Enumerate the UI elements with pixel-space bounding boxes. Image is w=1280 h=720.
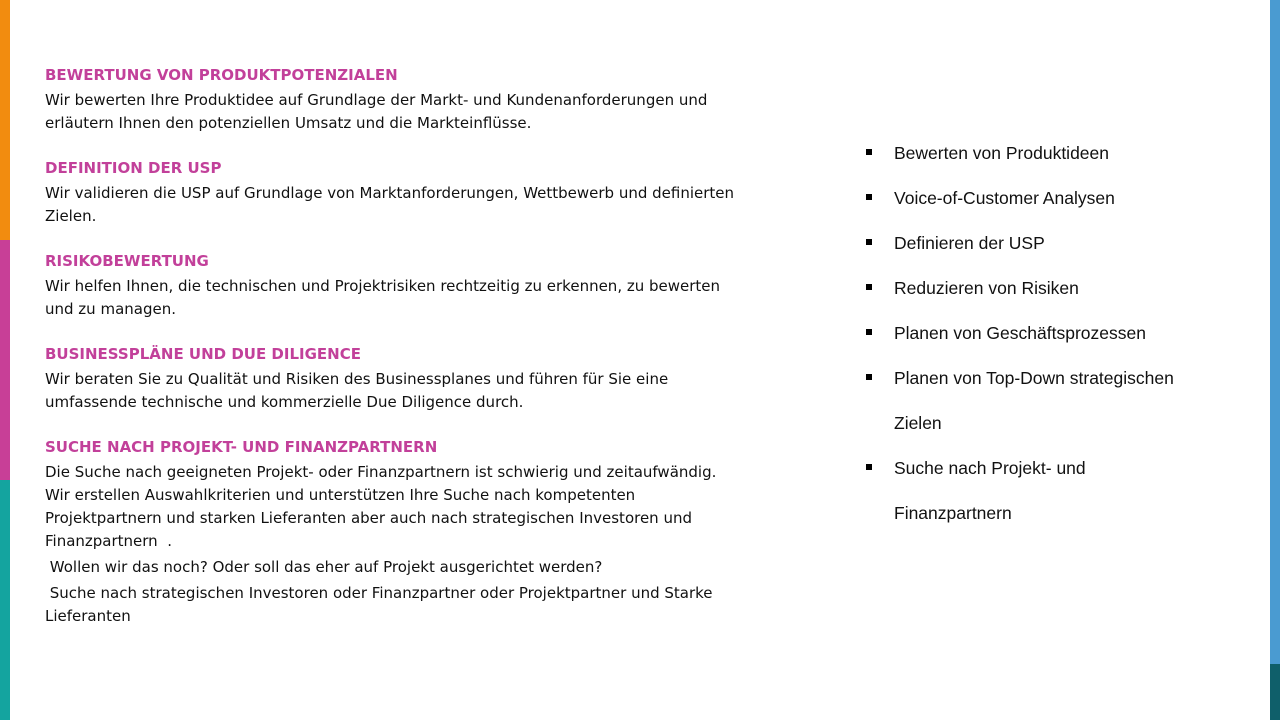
body-line: Wir bewerten Ihre Produktidee auf Grundlage der Markt- und Kundenanforderungen und bbox=[45, 91, 708, 109]
section-heading: SUCHE NACH PROJEKT- UND FINANZPARTNERN bbox=[45, 438, 438, 456]
body-line: Projektpartnern und starken Lieferanten aber auch nach strategischen Investoren und bbox=[45, 509, 692, 527]
bullet-item bbox=[862, 356, 1232, 446]
right-accent-bar-blue bbox=[1270, 0, 1280, 664]
note-line: Wollen wir das noch? Oder soll das eher auf Projekt ausgerichtet werden? bbox=[45, 558, 603, 576]
body-line: umfassende technische und kommerzielle Due Diligence durch. bbox=[45, 393, 524, 411]
body-line: erläutern Ihnen den potenziellen Umsatz und die Markteinflüsse. bbox=[45, 114, 532, 132]
bullet-item bbox=[862, 446, 1232, 536]
section-body bbox=[45, 89, 775, 135]
bullet-text: Definieren der USP bbox=[894, 233, 1045, 253]
square-bullet-icon bbox=[866, 284, 872, 290]
body-line: Wir beraten Sie zu Qualität und Risiken des Businessplanes und führen für Sie eine bbox=[45, 370, 669, 388]
service-section bbox=[45, 157, 775, 228]
body-line: Zielen. bbox=[45, 207, 97, 225]
bullet-text: Voice-of-Customer Analysen bbox=[894, 188, 1115, 208]
bullet-item bbox=[862, 176, 1232, 221]
section-body bbox=[45, 182, 775, 228]
bullet-text: Zielen bbox=[894, 413, 942, 433]
body-line: Wir validieren die USP auf Grundlage von Marktanforderungen, Wettbewerb und definierten bbox=[45, 184, 735, 202]
square-bullet-icon bbox=[866, 374, 872, 380]
bullet-text: Planen von Top-Down strategischen bbox=[894, 368, 1174, 388]
note-line: Lieferanten bbox=[45, 607, 131, 625]
body-line: Wir erstellen Auswahlkriterien und unterstützen Ihre Suche nach kompetenten bbox=[45, 486, 636, 504]
bullet-item bbox=[862, 221, 1232, 266]
left-accent-bar-magenta bbox=[0, 240, 10, 480]
left-accent-bar-orange bbox=[0, 0, 10, 240]
bullet-text: Suche nach Projekt- und bbox=[894, 458, 1086, 478]
bullet-item bbox=[862, 266, 1232, 311]
service-section bbox=[45, 64, 775, 135]
bullet-text: Planen von Geschäftsprozessen bbox=[894, 323, 1146, 343]
square-bullet-icon bbox=[866, 194, 872, 200]
square-bullet-icon bbox=[866, 329, 872, 335]
body-line: Finanzpartnern . bbox=[45, 532, 172, 550]
section-body bbox=[45, 461, 775, 553]
section-heading: RISIKOBEWERTUNG bbox=[45, 252, 209, 270]
body-line: Die Suche nach geeigneten Projekt- oder Finanzpartnern ist schwierig und zeitaufwändig. bbox=[45, 463, 717, 481]
service-section bbox=[45, 436, 775, 628]
square-bullet-icon bbox=[866, 464, 872, 470]
note-line: Suche nach strategischen Investoren oder Finanzpartner oder Projektpartner und Starke bbox=[45, 584, 713, 602]
bullet-text: Finanzpartnern bbox=[894, 503, 1012, 523]
body-line: und zu managen. bbox=[45, 300, 176, 318]
bullet-item bbox=[862, 131, 1232, 176]
service-section bbox=[45, 250, 775, 321]
body-line: Wir helfen Ihnen, die technischen und Projektrisiken rechtzeitig zu erkennen, zu bewerten bbox=[45, 277, 721, 295]
service-section bbox=[45, 343, 775, 414]
right-accent-bar-dark-teal bbox=[1270, 664, 1280, 720]
section-heading: DEFINITION DER USP bbox=[45, 159, 222, 177]
section-body bbox=[45, 275, 775, 321]
square-bullet-icon bbox=[866, 149, 872, 155]
bullet-text: Reduzieren von Risiken bbox=[894, 278, 1079, 298]
section-body bbox=[45, 368, 775, 414]
note-paragraph bbox=[45, 556, 775, 579]
summary-bullet-list bbox=[862, 131, 1232, 536]
section-heading: BEWERTUNG VON PRODUKTPOTENZIALEN bbox=[45, 66, 398, 84]
square-bullet-icon bbox=[866, 239, 872, 245]
section-heading: BUSINESSPLÄNE UND DUE DILIGENCE bbox=[45, 345, 361, 363]
bullet-text: Bewerten von Produktideen bbox=[894, 143, 1109, 163]
services-text-column bbox=[45, 64, 775, 650]
bullet-item bbox=[862, 311, 1232, 356]
note-paragraph bbox=[45, 582, 775, 628]
left-accent-bar-teal bbox=[0, 480, 10, 720]
